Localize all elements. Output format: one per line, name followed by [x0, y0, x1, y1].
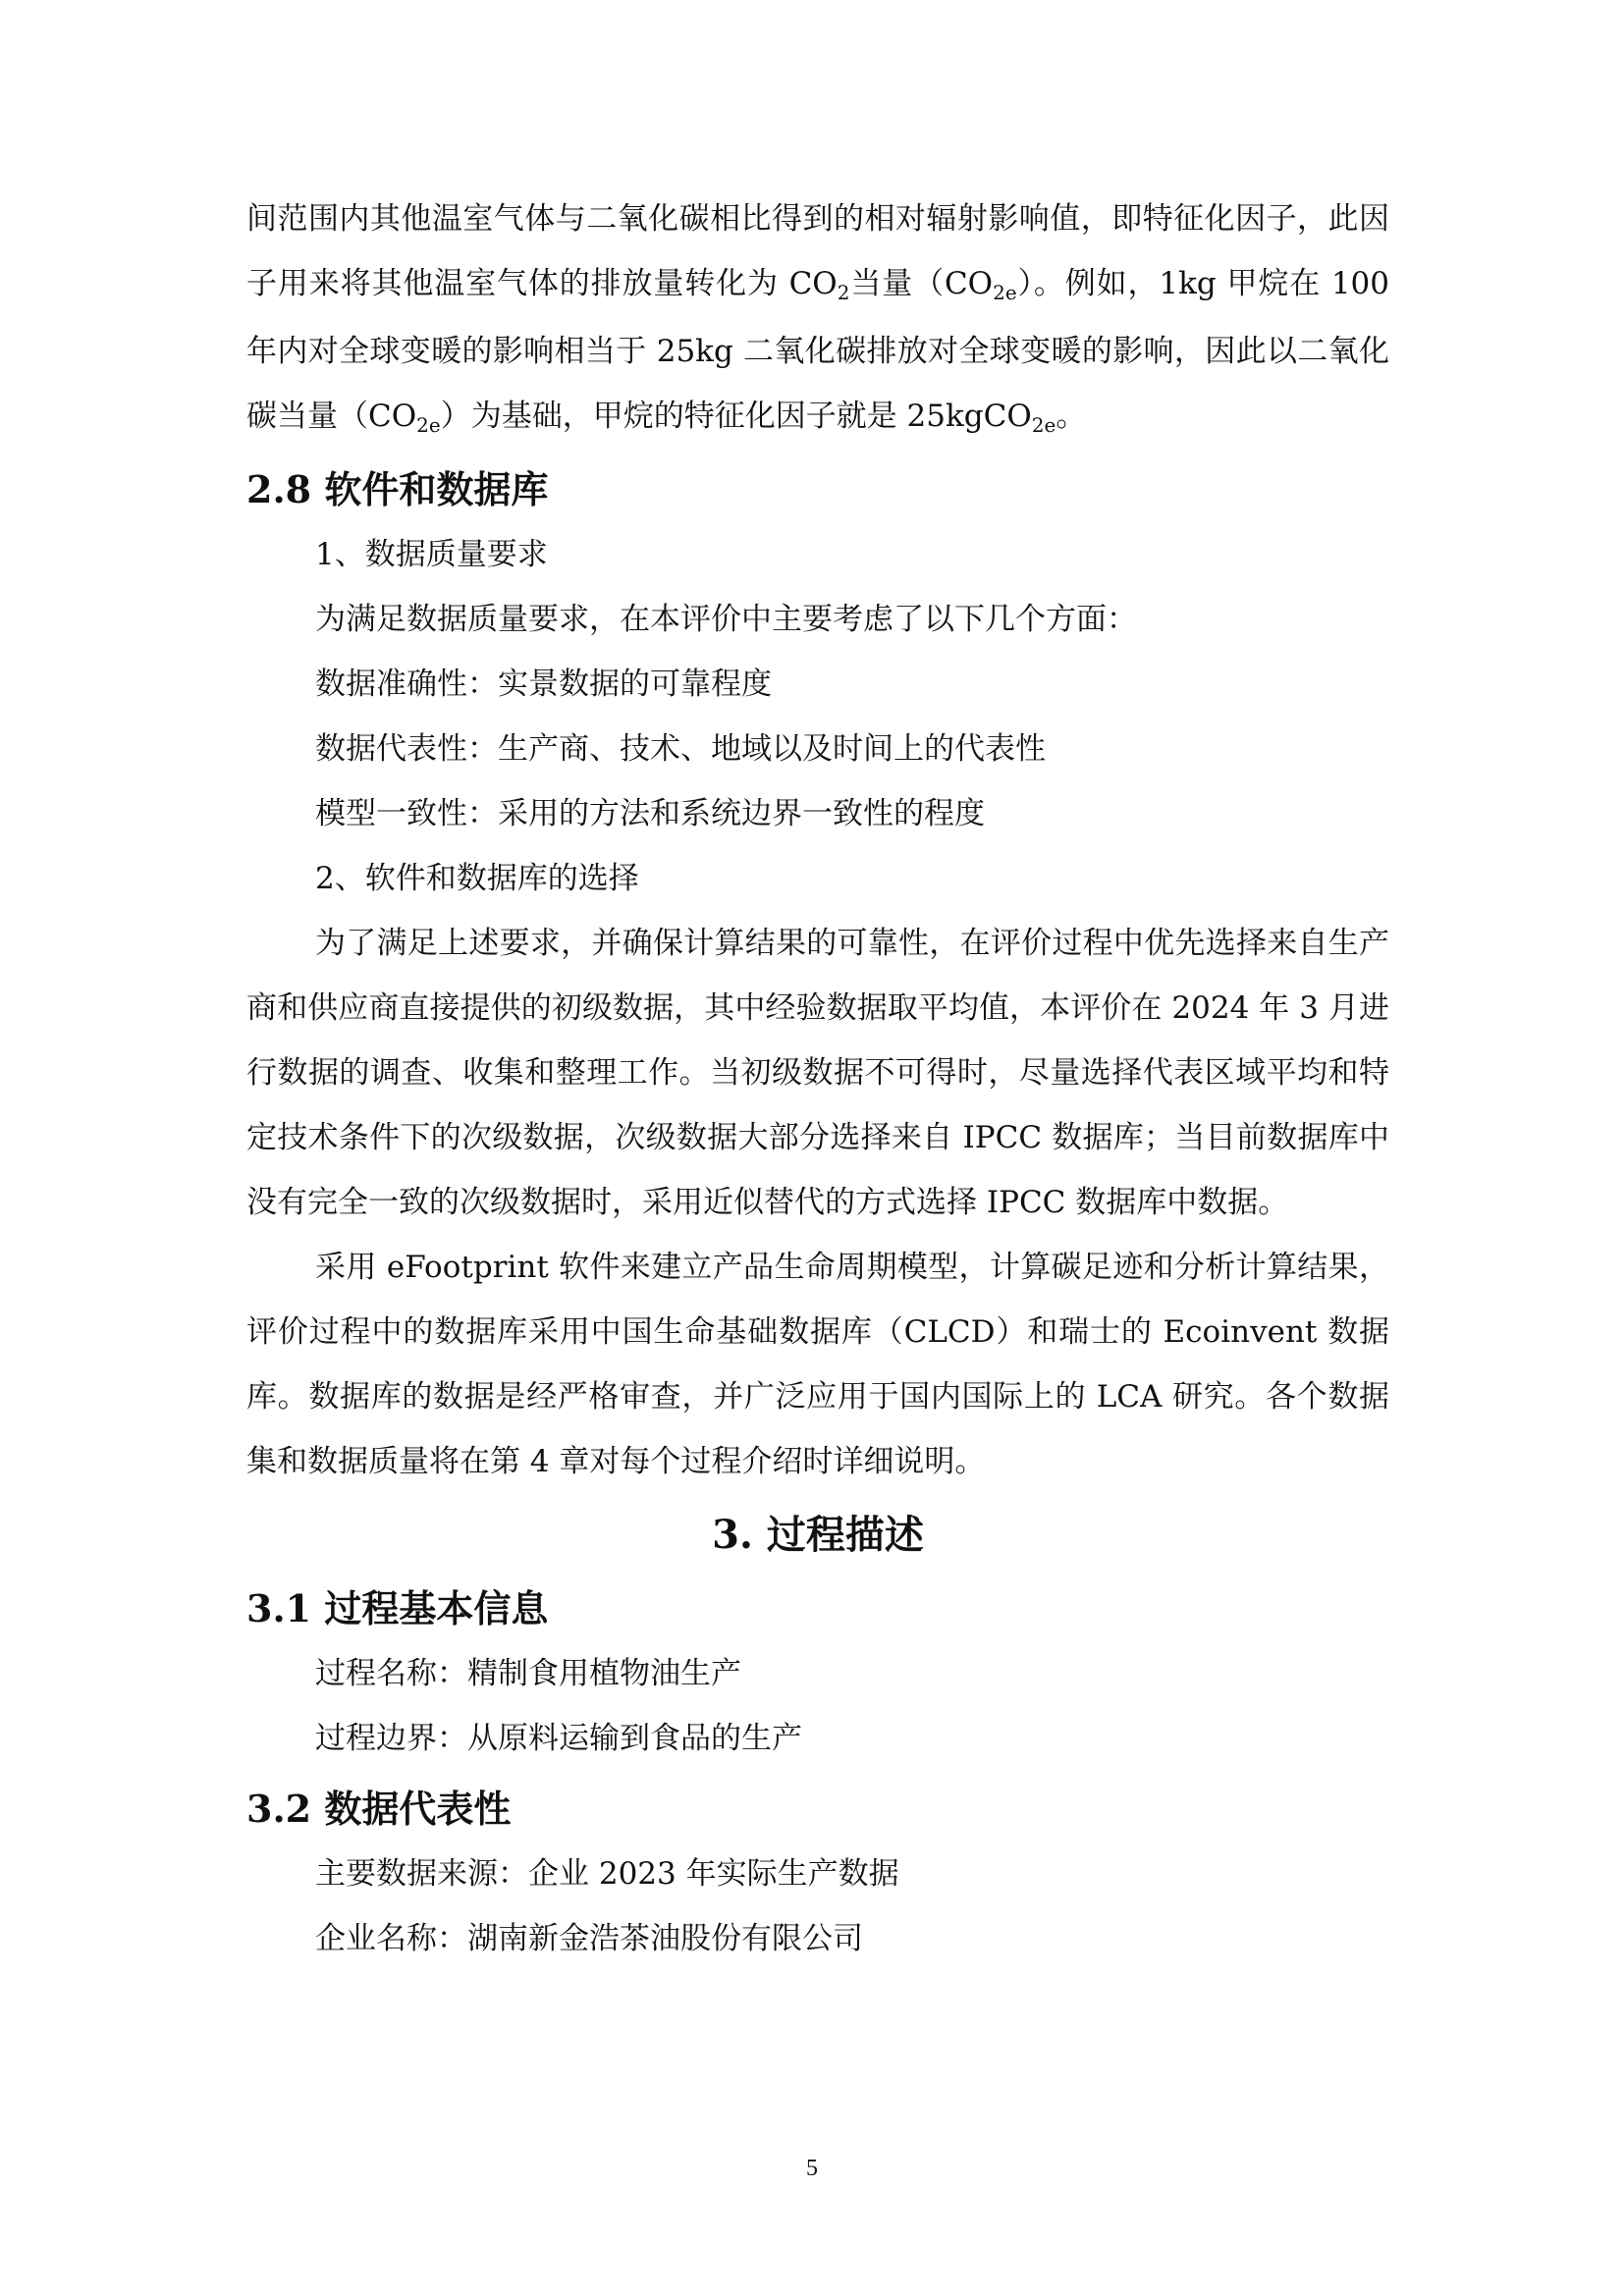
paragraph: 数据代表性：生产商、技术、地域以及时间上的代表性 — [315, 731, 1046, 767]
paragraph: 模型一致性：采用的方法和系统边界一致性的程度 — [315, 796, 985, 831]
paragraph: 过程名称：精制食用植物油生产 — [315, 1656, 741, 1691]
co2e-subscript: 2e — [993, 281, 1017, 304]
list-item-data-quality: 1、数据质量要求 — [315, 537, 548, 572]
paragraph: 主要数据来源：企业 2023 年实际生产数据 — [315, 1856, 899, 1892]
list-item-software-selection: 2、软件和数据库的选择 — [315, 861, 639, 896]
section-heading-3-2: 3.2 数据代表性 — [246, 1787, 512, 1831]
paragraph: 数据准确性：实景数据的可靠程度 — [315, 667, 772, 702]
page-body — [246, 187, 1389, 1971]
page-number: 5 — [806, 2156, 818, 2181]
intro-text-c: ）。例如，1kg 甲烷在 100 年内对全球变暖的影响相当于 25kg 二氧化碳排放对全球变暖的影响，因此以二氧化碳当量（CO — [246, 266, 1389, 434]
paragraph: 过程边界：从原料运输到食品的生产 — [315, 1721, 802, 1756]
paragraph: 采用 eFootprint 软件来建立产品生命周期模型，计算碳足迹和分析计算结果，评价过程中的数据库采用中国生命基础数据库（CLCD）和瑞士的 Ecoinvent 数据库。数据库的数据是经严格审查，并广泛应用于国内国际上的 LCA 研究。各个数据集和数据质量将在第 4 章对每个过程介绍时详细说明。 — [246, 1250, 1389, 1479]
co2e-subscript: 2e — [416, 413, 441, 437]
section-heading-3-1: 3.1 过程基本信息 — [246, 1586, 549, 1630]
intro-text-a: 此因子用来将其他温室气体的排放量转化为 CO — [246, 201, 1390, 301]
intro-text-b: 当量（CO — [849, 266, 994, 301]
paragraph: 为满足数据质量要求，在本评价中主要考虑了以下几个方面： — [315, 602, 1137, 637]
paragraph: 企业名称：湖南新金浩茶油股份有限公司 — [315, 1921, 863, 1956]
co2e-subscript: 2e — [1031, 413, 1056, 437]
paragraph: 为了满足上述要求，并确保计算结果的可靠性，在评价过程中优先选择来自生产商和供应商直接提供的初级数据，其中经验数据取平均值，本评价在 2024 年 3 月进行数据的调查、收集和整理工作。当初级数据不可得时，尽量选择代表区域平均和特定技术条件下的次级数据，次级数据大部分选择来自 IPCC 数据库；当目前数据库中没有完全一致的次级数据时，采用近似替代的方式选择 IPCC 数据库中数据。 — [246, 926, 1389, 1220]
intro-text-d: ）为基础，甲烷的特征化因子就是 25kgCO — [440, 399, 1032, 434]
intro-line1: 间范围内其他温室气体与二氧化碳相比得到的相对辐射影响值，即特征化因子， — [246, 201, 1328, 237]
intro-paragraph — [246, 187, 1389, 452]
co2-subscript: 2 — [837, 281, 850, 304]
chapter-heading-3: 3. 过程描述 — [712, 1512, 924, 1558]
intro-text-e: 。 — [1056, 399, 1087, 434]
section-heading-2-8: 2.8 软件和数据库 — [246, 467, 549, 511]
